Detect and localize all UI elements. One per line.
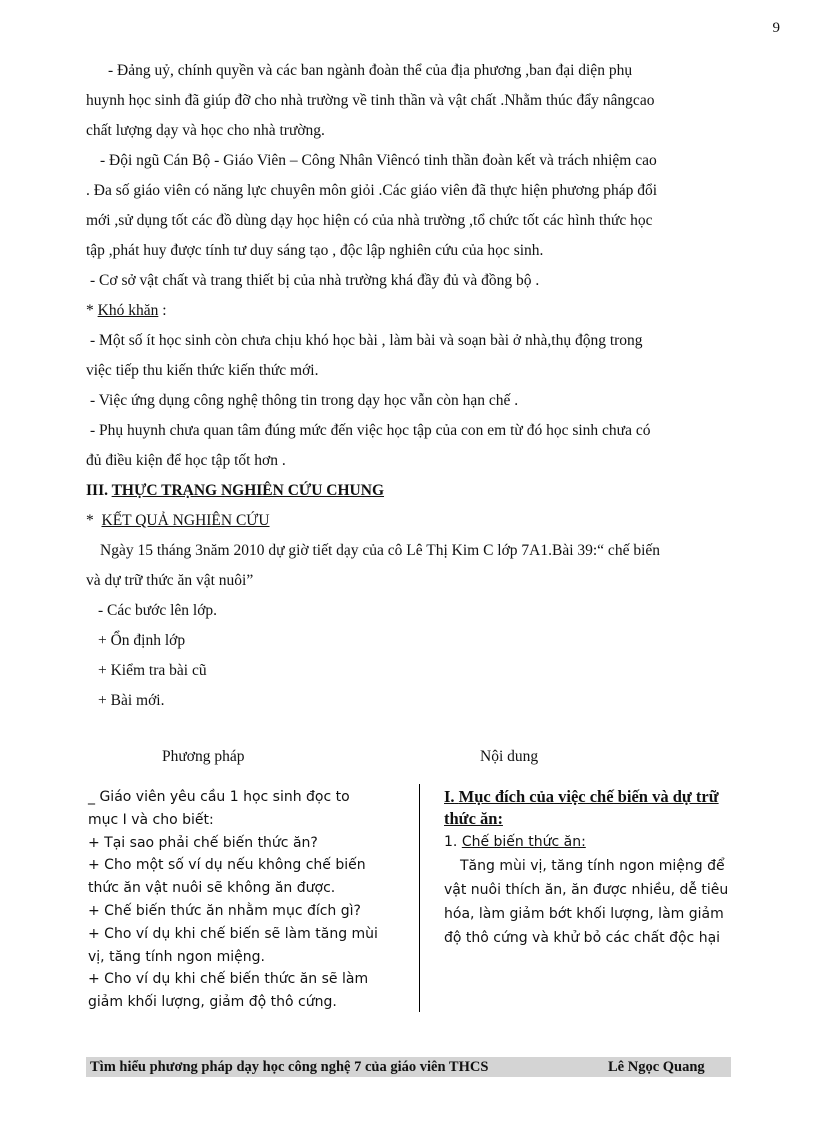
method-line: + Cho ví dụ khi chế biến sẽ làm tăng mùi xyxy=(88,925,378,942)
step-item: + Ổn định lớp xyxy=(98,632,186,649)
section-3-title: THỰC TRẠNG NGHIÊN CỨU CHUNG xyxy=(111,482,385,499)
content-line: vật nuôi thích ăn, ăn được nhiều, dễ tiêu xyxy=(444,882,729,898)
difficulties-heading xyxy=(86,296,762,326)
difficulty-1-line-2: việc tiếp thu kiến thức kiến thức mới. xyxy=(86,362,319,379)
column-divider xyxy=(419,784,420,1012)
advantage-3: - Cơ sở vật chất và trang thiết bị của nhà trường khá đầy đủ và đồng bộ . xyxy=(90,272,540,289)
results-title: KẾT QUẢ NGHIÊN CỨU xyxy=(101,512,270,529)
advantage-2-line-4: tập ,phát huy được tính tư duy sáng tạo , độc lập nghiên cứu của học sinh. xyxy=(86,242,544,259)
page-number: 9 xyxy=(772,20,780,36)
page-footer xyxy=(86,1057,731,1077)
step-item: + Bài mới. xyxy=(98,692,165,709)
star: * xyxy=(86,512,94,529)
results-intro-line-1: Ngày 15 tháng 3năm 2010 dự giờ tiết dạy của cô Lê Thị Kim C lớp 7A1.Bài 39:“ chế biến xyxy=(100,542,661,559)
step-item: + Kiểm tra bài cũ xyxy=(98,662,207,679)
method-line: giảm khối lượng, giảm độ thô cứng. xyxy=(88,994,337,1011)
step-item: - Các bước lên lớp. xyxy=(98,602,218,619)
method-line: mục I và cho biết: xyxy=(88,811,214,828)
results-heading xyxy=(86,506,762,536)
content-line: Tăng mùi vị, tăng tính ngon miệng để xyxy=(460,858,725,874)
content-line: độ thô cứng và khử bỏ các chất độc hại xyxy=(444,930,721,946)
advantage-2-line-1: - Đội ngũ Cán Bộ - Giáo Viên – Công Nhân Viêncó tinh thần đoàn kết và trách nhiệm cao xyxy=(100,152,657,169)
section-3-num: III. xyxy=(86,482,108,499)
methods-column xyxy=(88,786,408,1014)
footer-title: Tìm hiểu phương pháp dạy học công nghệ 7 của giáo viên THCS xyxy=(90,1059,489,1075)
advantage-1-line-2: huynh học sinh đã giúp đỡ cho nhà trường về tinh thần và vật chất .Nhằm thúc đẩy nângcao xyxy=(86,92,655,109)
content-column-header: Nội dung xyxy=(480,748,539,765)
footer-author: Lê Ngọc Quang xyxy=(608,1059,705,1075)
difficulty-3-line-2: đủ điều kiện để học tập tốt hơn . xyxy=(86,452,286,469)
methods-column-header: Phương pháp xyxy=(162,748,245,765)
content-heading-line-1: Mục đích của việc chế biến và dự trữ xyxy=(458,787,719,806)
method-line: + Cho một số ví dụ nếu không chế biến xyxy=(88,857,366,874)
method-line: thức ăn vật nuôi sẽ không ăn được. xyxy=(88,880,336,897)
main-text xyxy=(86,56,762,716)
method-line: + Chế biến thức ăn nhằm mục đích gì? xyxy=(88,902,361,919)
advantage-1-line-3: chất lượng dạy và học cho nhà trường. xyxy=(86,122,325,139)
results-intro-line-2: và dự trữ thức ăn vật nuôi” xyxy=(86,572,254,589)
content-subheading-text: Chế biến thức ăn: xyxy=(461,834,586,850)
advantage-1-line-1: - Đảng uỷ, chính quyền và các ban ngành đoàn thể của địa phương ,ban đại diện phụ xyxy=(108,62,633,79)
content-line: hóa, làm giảm bớt khối lượng, làm giảm xyxy=(444,906,724,922)
difficulty-1-line-1: - Một số ít học sinh còn chưa chịu khó học bài , làm bài và soạn bài ở nhà,thụ động trong xyxy=(90,332,643,349)
content-subheading-num: 1. xyxy=(444,834,458,850)
section-3-heading xyxy=(86,476,762,506)
advantage-2-line-3: mới ,sử dụng tốt các đồ dùng dạy học hiện có của nhà trường ,tổ chức tốt các hình thức học xyxy=(86,212,653,229)
difficulty-2: - Việc ứng dụng công nghệ thông tin trong dạy học vẫn còn hạn chế . xyxy=(90,392,519,409)
star: * xyxy=(86,302,94,319)
method-line: + Tại sao phải chế biến thức ăn? xyxy=(88,834,318,851)
content-heading-num: I. xyxy=(444,787,455,806)
content-subheading xyxy=(444,830,764,854)
method-line: + Cho ví dụ khi chế biến thức ăn sẽ làm xyxy=(88,971,369,988)
content-column xyxy=(444,786,764,950)
difficulties-title: Khó khăn xyxy=(97,302,159,319)
method-line: vị, tăng tính ngon miệng. xyxy=(88,948,265,965)
method-line: _ Giáo viên yêu cầu 1 học sinh đọc to xyxy=(88,789,350,805)
content-heading-line-2: thức ăn: xyxy=(444,809,503,828)
content-heading xyxy=(444,786,764,808)
difficulty-3-line-1: - Phụ huynh chưa quan tâm đúng mức đến việc học tập của con em từ đó học sinh chưa có xyxy=(90,422,651,439)
advantage-2-line-2: . Đa số giáo viên có năng lực chuyên môn giỏi .Các giáo viên đã thực hiện phương pháp đổi xyxy=(86,182,658,199)
colon: : xyxy=(162,302,167,319)
